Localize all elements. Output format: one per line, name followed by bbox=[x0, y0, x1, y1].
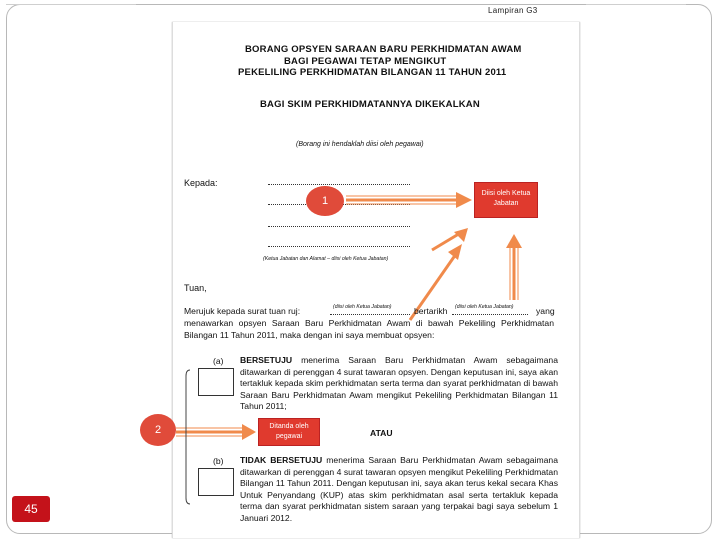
annotation-marker-1: 1 bbox=[306, 186, 344, 216]
intro-paragraph-rest: menawarkan opsyen Saraan Baru Perkhidmatan Awam di bawah Pekeliling Perkhidmatan Bilangan 11 Tahun 2011, maka dengan ini saya membuat opsyen: bbox=[184, 318, 554, 340]
annotation-box-1: Diisi oleh Ketua Jabatan bbox=[474, 182, 538, 218]
form-title-line-1: BORANG OPSYEN SARAAN BARU PERKHIDMATAN AWAM bbox=[245, 44, 522, 55]
option-b-body: menerima Saraan Baru Perkhidmatan Awam sebagaimana ditawarkan di perenggan 4 surat tawaran opsyen mengikut Pekeliling Perkhidmatan Bilangan 11 Tahun 2011. Dengan keputusan ini, saya akan terus kekal secara Khas Untuk Penyandang (KUP) atas skim perkhidmatan asal serta tertakluk kepada terma dan syarat perkhidmatan sistem saraan yang terpakai bagi saya sebelum 1 Januari 2012. bbox=[240, 455, 558, 523]
reference-caption: (diisi oleh Ketua Jabatan) bbox=[333, 304, 392, 310]
form-subtitle: BAGI SKIM PERKHIDMATANNYA DIKEKALKAN bbox=[260, 99, 480, 110]
arrow-4-head bbox=[506, 234, 522, 248]
intro-part-c: yang bbox=[536, 306, 555, 316]
option-a-label: (a) bbox=[213, 356, 224, 366]
arrow-5-head bbox=[242, 424, 256, 440]
options-bracket bbox=[186, 370, 190, 504]
or-label: ATAU bbox=[370, 428, 393, 438]
address-caption: (Ketua Jabatan dan Alamat – diisi oleh Ketua Jabatan) bbox=[263, 256, 389, 262]
annotation-marker-2: 2 bbox=[140, 414, 176, 446]
option-b-text bbox=[240, 455, 558, 525]
form-title-line-2: BAGI PEGAWAI TETAP MENGIKUT bbox=[284, 56, 447, 67]
reference-line bbox=[330, 314, 410, 315]
option-b-bold: TIDAK BERSETUJU bbox=[240, 455, 323, 465]
option-b-label: (b) bbox=[213, 456, 224, 466]
annotation-box-2: Ditanda oleh pegawai bbox=[258, 418, 320, 446]
to-label: Kepada: bbox=[184, 178, 218, 188]
arrow-1-head bbox=[456, 192, 472, 208]
page-number-badge: 45 bbox=[12, 496, 50, 522]
option-a-text bbox=[240, 355, 558, 413]
option-a-body: menerima Saraan Baru Perkhidmatan Awam sebagaimana ditawarkan di perenggan 4 surat tawaran opsyen. Dengan keputusan ini, saya akan tertakluk kepada skim perkhidmatan serta terma dan syarat perkhidmatan di bawah Saraan Baru Perkhidmatan Awam mengikut Pekeliling Perkhidmatan Bilangan 11 Tahun 2011; bbox=[240, 355, 558, 412]
intro-part-a: Merujuk kepada surat tuan ruj: bbox=[184, 306, 301, 316]
date-line bbox=[452, 314, 528, 315]
option-a-checkbox[interactable] bbox=[198, 368, 234, 396]
option-a-bold: BERSETUJU bbox=[240, 355, 293, 365]
form-note: (Borang ini hendaklah diisi oleh pegawai) bbox=[296, 141, 424, 148]
header-tag: Lampiran G3 bbox=[488, 6, 538, 15]
salutation: Tuan, bbox=[184, 283, 207, 293]
form-title-line-3: PEKELILING PERKHIDMATAN BILANGAN 11 TAHUN 2011 bbox=[238, 67, 507, 78]
intro-part-b: bertarikh bbox=[414, 306, 448, 316]
option-b-checkbox[interactable] bbox=[198, 468, 234, 496]
date-caption: (diisi oleh Ketua Jabatan) bbox=[455, 304, 514, 310]
